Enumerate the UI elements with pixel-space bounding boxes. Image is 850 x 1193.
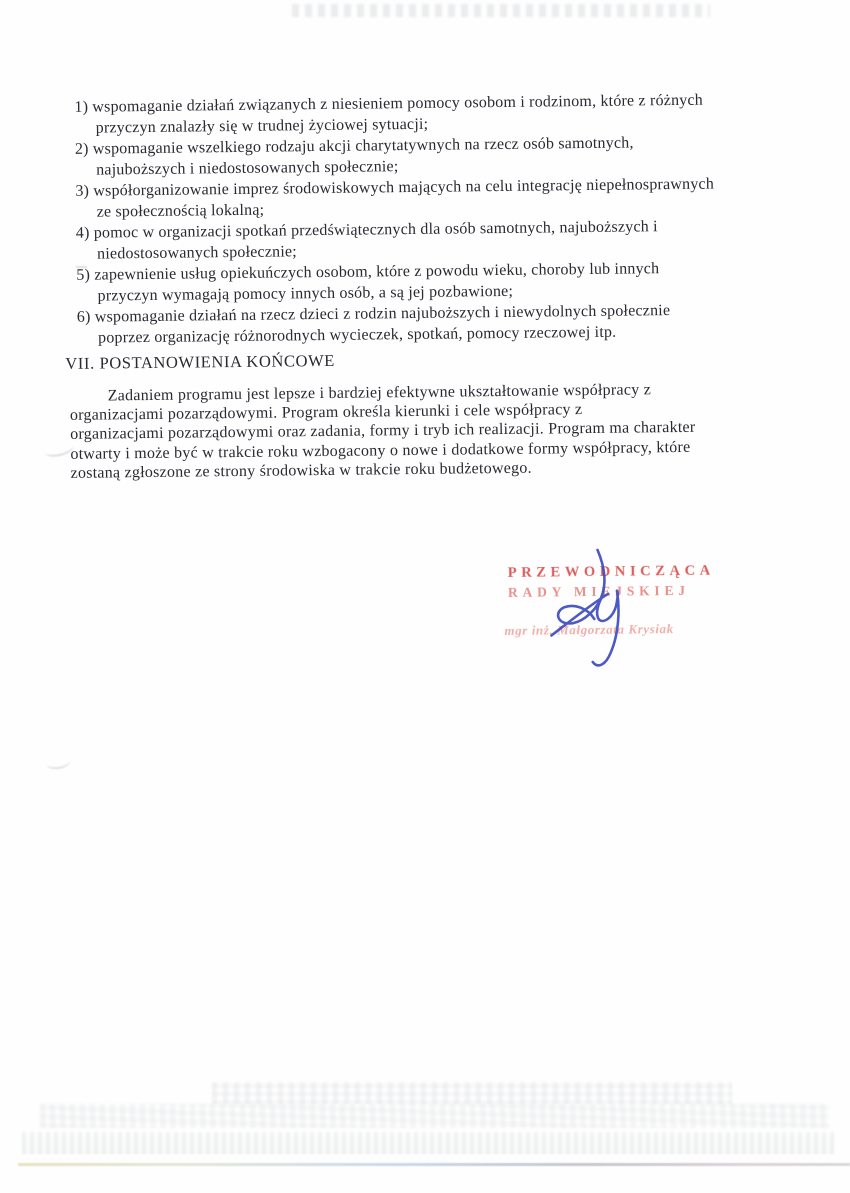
list-item-4-line-2: niedostosowanych społecznie;	[97, 243, 297, 263]
section-heading: VII. POSTANOWIENIA KOŃCOWE	[65, 350, 335, 373]
paragraph-line-4: otwarty i może być w trakcie roku wzbogacony o nowe i dodatkowe formy współpracy, które	[70, 438, 691, 463]
closing-paragraph	[70, 379, 801, 483]
list-item-6-line-1: 6) wspomaganie działań na rzecz dzieci z rodzin najuboższych i niewydolnych społecznie	[76, 302, 671, 326]
list-item-4-line-1: 4) pomoc w organizacji spotkań przedświątecznych dla osób samotnych, najuboższych i	[75, 218, 658, 242]
list-item-3-line-1: 3) współorganizowanie imprez środowiskowych mających na celu integrację niepełnosprawnych	[75, 175, 715, 200]
paragraph-line-5: zostaną zgłoszone ze strony środowiska w trakcie roku budżetowego.	[70, 459, 532, 482]
paragraph-line-3: organizacjami pozarządowymi oraz zadania, formy i tryb ich realizacji. Program ma charakter	[70, 419, 696, 444]
paragraph-line-2: organizacjami pozarządowymi. Program określa kierunki i cele współpracy z	[69, 401, 583, 425]
list-item-3-line-2: ze społecznością lokalną;	[96, 201, 265, 221]
list-item-2-line-2: najuboższych i niedostosowanych społecznie;	[96, 158, 399, 179]
stamp-subtitle-line: RADY MIEJSKIEJ	[507, 582, 690, 600]
list-item-5-line-2: przyczyn wymagają pomocy innych osób, a są jej pozbawione;	[97, 282, 514, 305]
paragraph-line-1: Zadaniem programu jest lepsze i bardziej efektywne ukształtowanie współpracy z	[107, 381, 652, 405]
list-item-1-line-1: 1) wspomaganie działań związanych z niesieniem pomocy osobom i rodzinom, które z różnych	[74, 91, 704, 116]
list-item-2-line-1: 2) wspomaganie wszelkiego rodzaju akcji charytatywnych na rzecz osób samotnych,	[74, 134, 634, 158]
list-item-6-line-2: poprzez organizację różnorodnych wycieczek, spotkań, pomocy rzeczowej itp.	[97, 323, 617, 347]
stamp-name-line: mgr inż. Małgorzata Krysiak	[504, 621, 674, 638]
numbered-list	[74, 89, 807, 349]
stamp-title-line: PRZEWODNICZĄCA	[507, 562, 715, 581]
list-item-1-line-2: przyczyn znalazły się w trudnej życiowej sytuacji;	[95, 115, 429, 137]
official-stamp	[504, 562, 716, 639]
list-item-5-line-1: 5) zapewnienie usług opiekuńczych osobom, które z powodu wieku, choroby lub innych	[76, 260, 660, 284]
